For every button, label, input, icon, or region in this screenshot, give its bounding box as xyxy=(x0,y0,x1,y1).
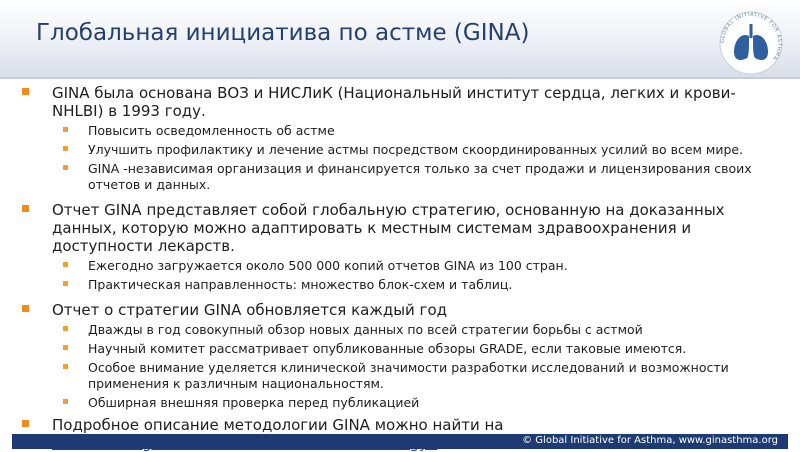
sub-bullet-text: Особое внимание уделяется клинической значимости разработки исследований и возможности применения к различным национальностям. xyxy=(88,360,729,391)
sub-bullet-3-3 xyxy=(88,360,778,392)
sub-bullet-marker xyxy=(63,146,68,151)
slide-title: Глобальная инициатива по астме (GINA) xyxy=(36,20,530,46)
sub-bullet-marker xyxy=(63,364,68,369)
lungs-icon xyxy=(718,10,784,76)
sub-bullet-text: Ежегодно загружается около 500 000 копий отчетов GINA из 100 стран. xyxy=(88,258,568,273)
bullet-1 xyxy=(52,84,767,120)
sub-bullet-text: GINA -независимая организация и финансируется только за счет продажи и лицензирования своих отчетов и данных. xyxy=(88,161,752,192)
sub-bullet-marker xyxy=(63,165,68,170)
gina-lungs-logo xyxy=(718,10,784,76)
sub-bullet-text: Улучшить профилактику и лечение астмы посредством скоординированных усилий во всем мире. xyxy=(88,142,744,157)
bullet-marker xyxy=(22,305,29,312)
bullet-marker xyxy=(22,205,29,212)
sub-bullet-marker xyxy=(63,326,68,331)
sub-bullet-marker xyxy=(63,399,68,404)
sub-bullet-2-2 xyxy=(88,277,778,293)
bullet-3-text: Отчет о стратегии GINA обновляется каждый год xyxy=(52,301,447,319)
footer-copyright: © Global Initiative for Asthma, www.ginasthma.org xyxy=(522,435,778,446)
sub-bullet-text: Обширная внешняя проверка перед публикацией xyxy=(88,395,420,410)
bullet-4-text: Подробное описание методологии GINA можно найти на xyxy=(52,416,504,434)
sub-bullet-marker xyxy=(63,345,68,350)
bullet-2 xyxy=(52,201,767,255)
sub-bullet-text: Повысить осведомленность об астме xyxy=(88,123,335,138)
header-divider xyxy=(0,77,800,79)
sub-bullet-1-2 xyxy=(88,142,778,158)
sub-bullet-1-1 xyxy=(88,123,778,139)
sub-bullet-text: Дважды в год совокупный обзор новых данных по всей стратегии борьбы с астмой xyxy=(88,322,643,337)
sub-bullet-marker xyxy=(63,262,68,267)
sub-bullet-text: Научный комитет рассматривает опубликованные обзоры GRADE, если таковые имеются. xyxy=(88,341,687,356)
sub-bullet-3-4 xyxy=(88,395,778,411)
footer-bar xyxy=(12,434,788,449)
logo-ring-text: GLOBAL INITIATIVE FOR ASTHMA xyxy=(719,11,783,62)
sub-bullet-text: Практическая направленность: множество блок-схем и таблиц. xyxy=(88,277,513,292)
sub-bullet-1-3 xyxy=(88,161,778,193)
sub-bullet-marker xyxy=(63,127,68,132)
sub-bullet-marker xyxy=(63,281,68,286)
slide-body xyxy=(0,82,800,452)
bullet-marker xyxy=(22,420,29,427)
bullet-3 xyxy=(52,301,767,319)
sub-bullet-3-2 xyxy=(88,341,778,357)
sub-bullet-2-1 xyxy=(88,258,778,274)
sub-bullet-3-1 xyxy=(88,322,778,338)
bullet-1-text: GINA была основана ВОЗ и НИСЛиК (Национальный институт сердца, легких и крови- NHLBI) в 1993 году. xyxy=(52,84,736,120)
bullet-marker xyxy=(22,88,29,95)
bullet-2-text: Отчет GINA представляет собой глобальную стратегию, основанную на доказанных данных, которую можно адаптировать к местным системам здравоохранения и доступности лекарств. xyxy=(52,201,725,255)
